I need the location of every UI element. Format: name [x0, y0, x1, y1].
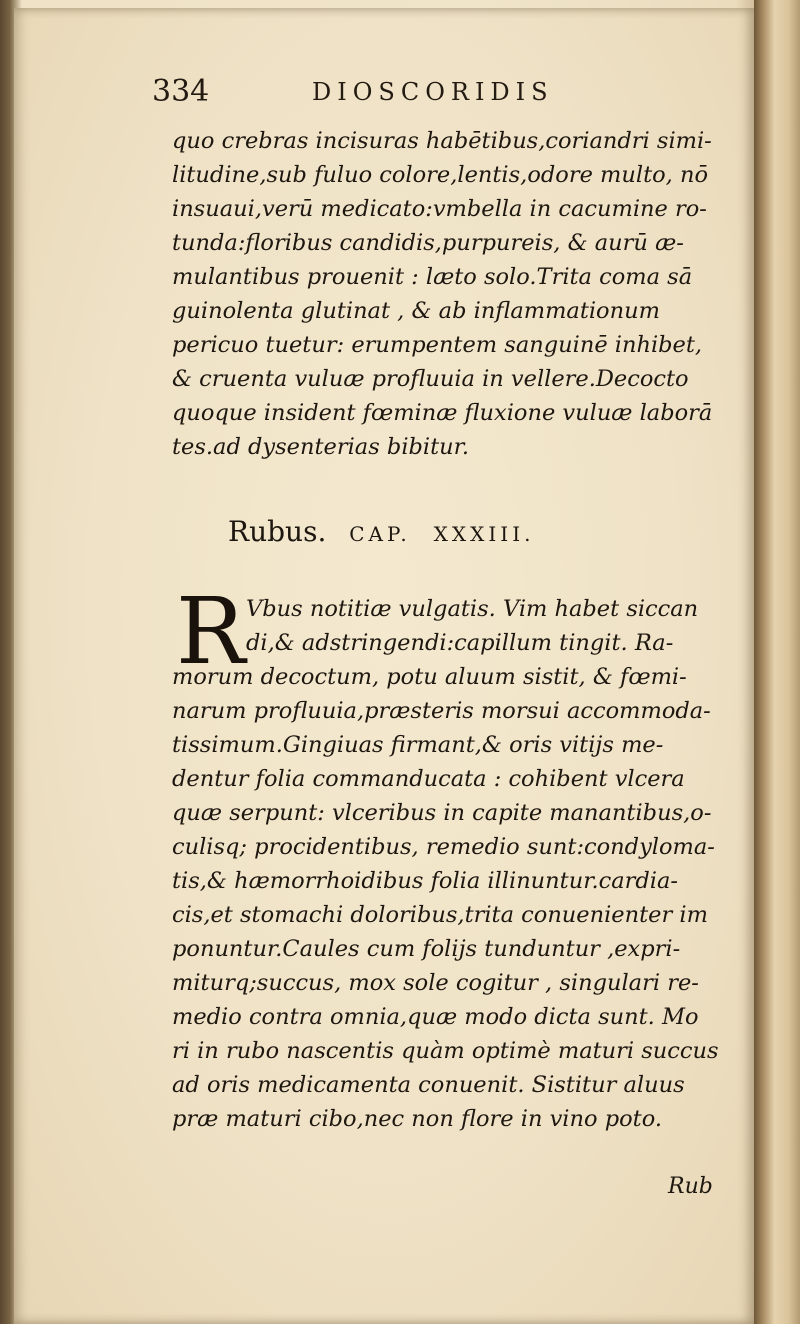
chapter-heading	[228, 515, 728, 548]
text-line: tis,& hæmorrhoidibus folia illinuntur.cardia-	[172, 868, 679, 894]
text-line: ri in rubo nascentis quàm optimè maturi succus	[172, 1038, 719, 1064]
text-line: guinolenta glutinat , & ab inflammationum	[172, 298, 660, 324]
text-line: pericuo tuetur: erumpentem sanguinē inhibet,	[172, 332, 703, 358]
catchword: Rub	[668, 1174, 713, 1199]
chapter-title: Rubus.	[228, 515, 327, 548]
text-line: cis,et stomachi doloribus,trita conuenienter im	[172, 902, 708, 928]
text-line: & cruenta vuluæ profluuia in vellere.Decocto	[172, 366, 689, 392]
text-line: quoque insident fœminæ fluxione vuluæ laborā	[172, 400, 713, 426]
text-line: litudine,sub fuluo colore,lentis,odore multo, nō	[172, 162, 709, 188]
text-line: tes.ad dysenterias bibitur.	[172, 434, 470, 460]
text-line: quo crebras incisuras habētibus,coriandri simi-	[172, 128, 712, 154]
text-line: mulantibus prouenit : læto solo.Trita coma sā	[172, 264, 693, 290]
text-line: ponuntur.Caules cum folijs tunduntur ,expri-	[172, 936, 681, 962]
text-line: quæ serpunt: vlceribus in capite manantibus,o-	[172, 800, 712, 826]
text-line: morum decoctum, potu aluum sistit, & fœmi-	[172, 664, 687, 690]
text-line: tissimum.Gingiuas firmant,& oris vitijs me-	[172, 732, 664, 758]
text-line: tunda:floribus candidis,purpureis, & aurū æ-	[172, 230, 684, 256]
paragraph-rubus	[172, 592, 732, 1136]
page-number: 334	[152, 74, 210, 109]
page-edge	[754, 0, 800, 1324]
text-line: insuaui,verū medicato:vmbella in cacumine ro-	[172, 196, 707, 222]
running-head: DIOSCORIDIS	[312, 78, 554, 106]
text-line: narum profluuia,præsteris morsui accommoda-	[172, 698, 711, 724]
paragraph-continued	[172, 124, 732, 464]
text-line: culisq; procidentibus, remedio sunt:condyloma-	[172, 834, 715, 860]
text-line: ad oris medicamenta conuenit. Sistitur aluus	[172, 1072, 685, 1098]
page-header	[152, 70, 722, 114]
drop-capital: R	[176, 578, 246, 685]
text-line: medio contra omnia,quæ modo dicta sunt. Mo	[172, 1004, 699, 1030]
text-line: miturq;succus, mox sole cogitur , singulari re-	[172, 970, 699, 996]
text-line: di,& adstringendi:capillum tingit. Ra-	[246, 630, 674, 656]
text-line: Vbus notitiæ vulgatis. Vim habet siccan	[246, 596, 699, 622]
text-line: dentur folia commanducata : cohibent vlcera	[172, 766, 685, 792]
chapter-label: CAP.	[349, 522, 411, 546]
text-line: præ maturi cibo,nec non flore in vino poto.	[172, 1106, 662, 1132]
chapter-number: XXXIII.	[433, 522, 535, 546]
